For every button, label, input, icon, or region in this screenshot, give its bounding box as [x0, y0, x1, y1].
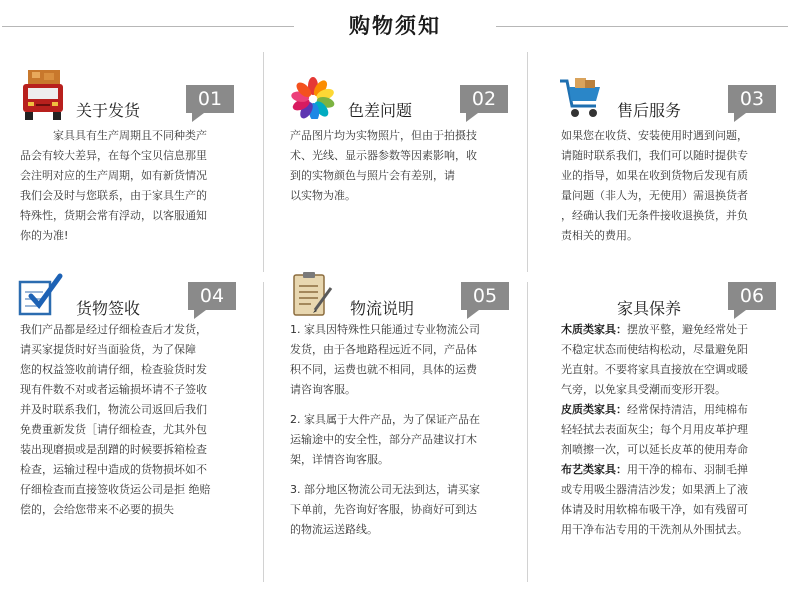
text-line: 仔细检查而直接签收货运公司是拒 绝赔	[20, 483, 211, 496]
text-line: 请咨询客服。	[290, 383, 356, 396]
text-line: 装出现磨损或是刮蹭的时候要拆箱检查	[20, 443, 207, 456]
text-line: 如果您在收货、安装使用时遇到问题，	[561, 129, 748, 142]
color-palette-icon	[290, 77, 336, 119]
text-line	[561, 400, 786, 420]
text-fragment: 经常保持清洁，用纯棉布	[627, 403, 748, 416]
card-body	[290, 320, 525, 540]
text-line: 1. 家具因特殊性只能通过专业物流公司	[290, 323, 480, 336]
card-number-badge: 06	[728, 282, 776, 310]
text-line: 下单前，先咨询好客服，协商好可到达	[290, 503, 477, 516]
text-line: 术、光线、显示器参数等因素影响，收	[290, 149, 477, 162]
text-line: 您的权益签收前请仔细，检查验货时发	[20, 363, 207, 376]
card-number-badge: 05	[461, 282, 509, 310]
card-body	[20, 320, 260, 520]
card-number-badge: 04	[188, 282, 236, 310]
clipboard-icon	[291, 270, 333, 318]
shopping-cart-icon	[558, 76, 604, 120]
text-line: 光直射。不要将家具直接放在空调或暖	[561, 363, 748, 376]
text-line: 用干净布沾专用的干洗剂从外围拭去。	[561, 523, 748, 536]
text-line: 到的实物颜色与照片会有差别，请	[290, 169, 455, 182]
text-fragment: 用干净的棉布、羽制毛掸	[627, 463, 748, 476]
text-line: 3. 部分地区物流公司无法到达，请买家	[290, 483, 480, 496]
card-body	[561, 320, 786, 540]
text-line: 偿的，会给您带来不必要的损失	[20, 503, 174, 516]
card-title: 家具保养	[617, 299, 682, 318]
text-line: 不稳定状态而使结构松动，尽量避免阳	[561, 343, 748, 356]
card-title: 物流说明	[350, 299, 415, 318]
card-number-badge: 03	[728, 85, 776, 113]
text-line: 你的为准!	[20, 229, 69, 242]
text-line: 发货，由于各地路程远近不同，产品体	[290, 343, 477, 356]
card-number-badge: 01	[186, 85, 234, 113]
text-line	[561, 320, 786, 340]
text-line: 并及时联系我们，物流公司返回后我们	[20, 403, 207, 416]
page-title: 购物须知	[349, 14, 441, 38]
text-line: 量问题（非人为，无使用）需退换货者	[561, 189, 748, 202]
card-title: 货物签收	[76, 299, 141, 318]
card-body	[561, 126, 786, 246]
card-title: 色差问题	[348, 101, 413, 120]
truck-icon	[20, 66, 66, 124]
text-line: 剂喷擦一次，可以延长皮革的使用寿命	[561, 443, 748, 456]
text-line: 品会有较大差异，在每个宝贝信息那里	[20, 149, 207, 162]
column-divider	[263, 52, 264, 272]
checklist-icon	[17, 272, 63, 318]
text-line: 积不同，运费也就不相同，具体的运费	[290, 363, 477, 376]
card-title: 关于发货	[76, 101, 141, 120]
text-line: 业的指导，如果在收到货物后发现有质	[561, 169, 748, 182]
text-line: 会注明对应的生产周期，如有新货情况	[20, 169, 207, 182]
text-line: 现有件数不对或者运输损坏请不子签收	[20, 383, 207, 396]
column-divider	[527, 282, 528, 582]
text-line: 责相关的费用。	[561, 229, 638, 242]
text-line	[561, 460, 786, 480]
section-label: 木质类家具：	[561, 323, 627, 336]
text-line: 运输途中的安全性，部分产品建议打木	[290, 433, 477, 446]
card-body	[20, 126, 260, 246]
text-line: 我们会及时与您联系，由于家具生产的	[20, 189, 207, 202]
section-label: 皮质类家具：	[561, 403, 627, 416]
text-line: 2. 家具属于大件产品，为了保证产品在	[290, 413, 480, 426]
text-line: 体请及时用软棉布吸干净，如有残留可	[561, 503, 748, 516]
card-title: 售后服务	[617, 101, 682, 120]
text-line: 请买家提货时好当面验货，为了保障	[20, 343, 196, 356]
text-line: 产品图片均为实物照片，但由于拍摄技	[290, 129, 477, 142]
text-line: 以实物为准。	[290, 189, 356, 202]
text-line: 的物流运送路线。	[290, 523, 378, 536]
text-line: ，经确认我们无条件接收退换货，并负	[561, 209, 748, 222]
text-line: 轻轻拭去表面灰尘；每个月用皮革护理	[561, 423, 748, 436]
card-body	[290, 126, 525, 206]
header-divider-right	[496, 26, 788, 27]
text-line: 气旁，以免家具受潮而变形开裂。	[561, 383, 726, 396]
card-number-badge: 02	[460, 85, 508, 113]
text-line: 家具具有生产周期且不同种类产	[53, 129, 207, 142]
header-divider-left	[2, 26, 294, 27]
text-line: 我们产品都是经过仔细检查后才发货，	[20, 323, 207, 336]
text-line: 架，详情咨询客服。	[290, 453, 389, 466]
text-line: 请随时联系我们，我们可以随时提供专	[561, 149, 748, 162]
text-line: 或专用吸尘器清洁沙发；如果洒上了液	[561, 483, 748, 496]
text-line: 免费重新发货［请仔细检查，尤其外包	[20, 423, 207, 436]
text-line: 特殊性，货期会常有浮动，以客服通知	[20, 209, 207, 222]
text-fragment: 摆放平整，避免经常处于	[627, 323, 748, 336]
column-divider	[527, 52, 528, 272]
text-line: 检查，运输过程中造成的货物损坏如不	[20, 463, 207, 476]
section-label: 布艺类家具：	[561, 463, 627, 476]
column-divider	[263, 282, 264, 582]
